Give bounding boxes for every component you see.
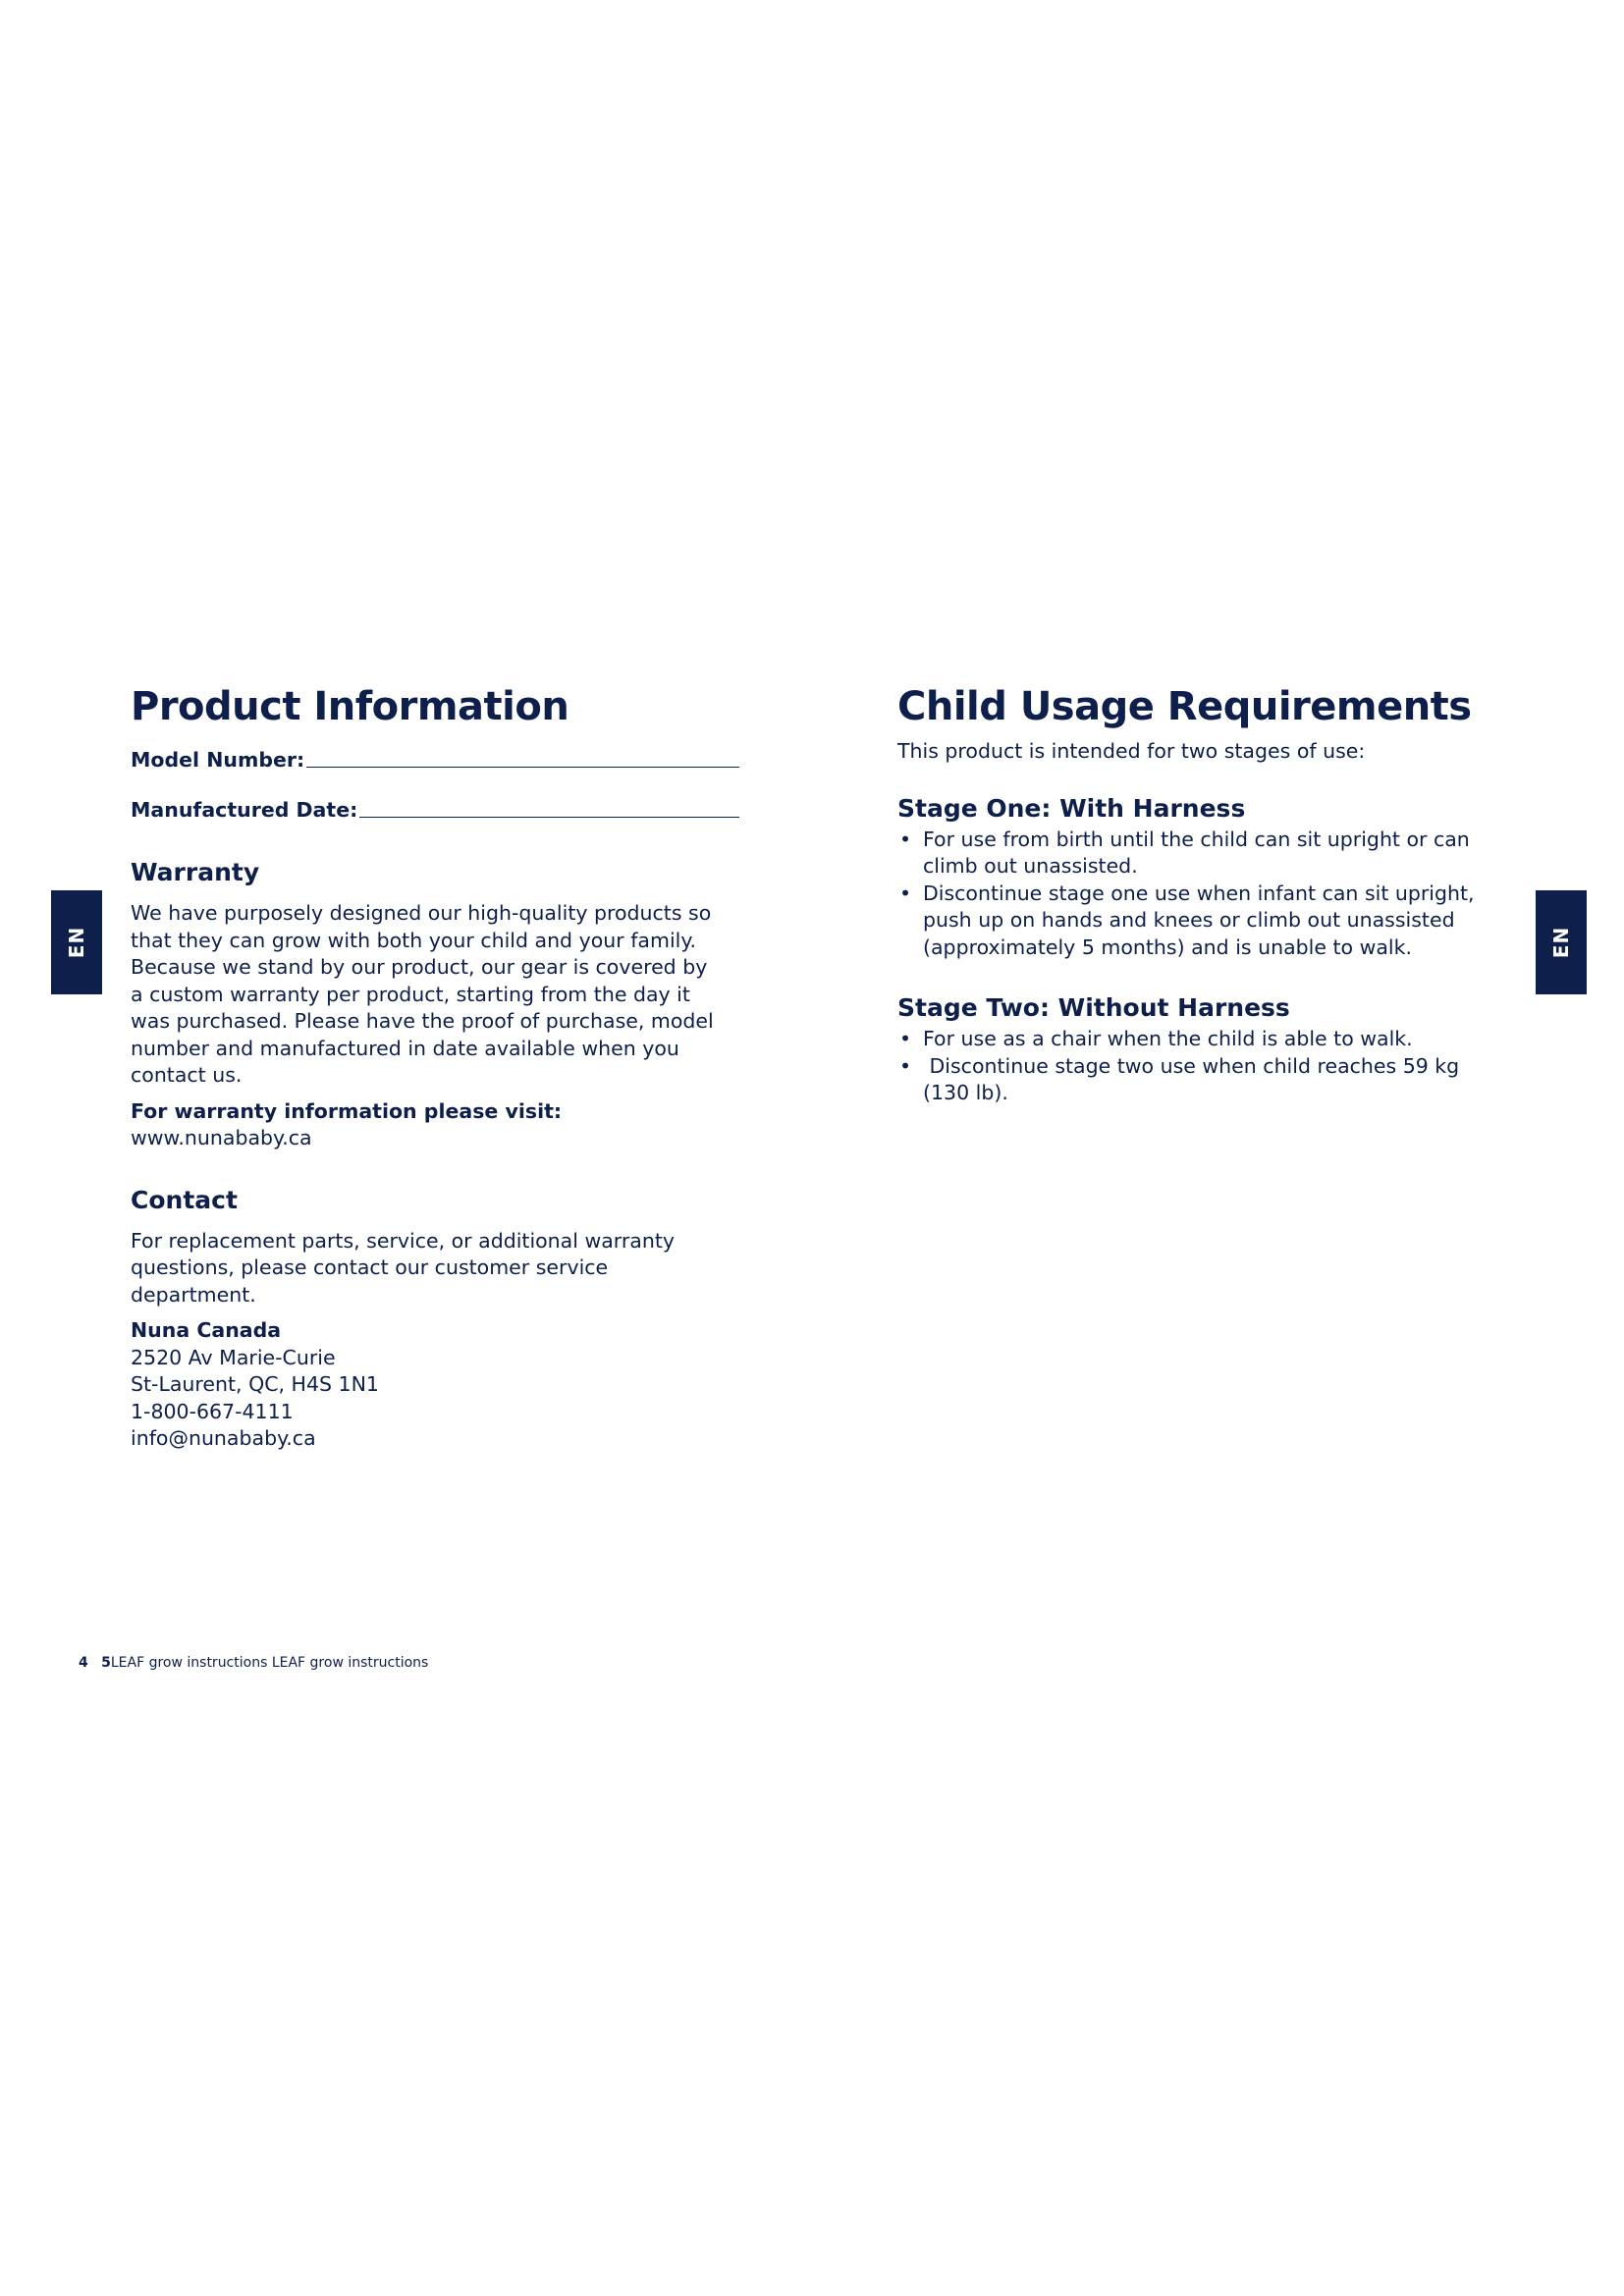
- list-item: [897, 827, 1487, 881]
- warranty-line: a custom warranty per product, starting from the day it: [131, 982, 690, 1006]
- warranty-line: that they can grow with both your child and your family.: [131, 928, 697, 952]
- list-item-line: For use as a chair when the child is able to walk.: [923, 1027, 1413, 1050]
- model-number-label: Model Number:: [131, 748, 305, 772]
- warranty-title: Warranty: [131, 858, 260, 886]
- language-tab-right: [1536, 890, 1587, 994]
- footer-text: LEAF grow instructions LEAF grow instructions: [110, 1655, 429, 1671]
- stage-two-title: Stage Two: Without Harness: [897, 993, 1290, 1022]
- child-usage-intro: This product is intended for two stages of use:: [897, 739, 1366, 763]
- product-information-title: Product Information: [131, 684, 569, 729]
- right-column: [897, 681, 1487, 1107]
- stage-one-list: [897, 827, 1487, 962]
- list-item-line: Discontinue stage one use when infant can sit upright,: [923, 881, 1475, 905]
- model-number-field: [131, 742, 739, 772]
- bullet-icon: •: [899, 1053, 912, 1078]
- stage-one-title: Stage One: With Harness: [897, 793, 1246, 823]
- warranty-body: [131, 900, 739, 1090]
- contact-line: For replacement parts, service, or additional warranty: [131, 1228, 676, 1253]
- warranty-visit-label: For warranty information please visit:: [131, 1098, 563, 1123]
- list-item-line: For use from birth until the child can sit upright or can: [923, 827, 1470, 851]
- manufactured-date-label: Manufactured Date:: [131, 798, 358, 822]
- email-address: info@nunababy.ca: [131, 1426, 316, 1450]
- language-tab-label: EN: [1549, 926, 1573, 959]
- bullet-icon: •: [899, 1027, 912, 1050]
- warranty-line: was purchased. Please have the proof of purchase, model: [131, 1009, 714, 1033]
- contact-title: Contact: [131, 1185, 238, 1214]
- warranty-line: contact us.: [131, 1063, 243, 1087]
- list-item-line: (130 lb).: [923, 1081, 1008, 1104]
- company-address: [131, 1317, 739, 1453]
- list-item: [897, 1026, 1487, 1053]
- company-name: Nuna Canada: [131, 1318, 282, 1342]
- child-usage-title: Child Usage Requirements: [897, 684, 1472, 729]
- language-tab-left: [51, 890, 102, 994]
- model-number-line: [306, 767, 739, 768]
- page-number-left: 4: [79, 1655, 88, 1671]
- manufactured-date-line: [359, 817, 739, 818]
- list-item-line: push up on hands and knees or climb out unassisted: [923, 908, 1455, 932]
- contact-line: questions, please contact our customer service department.: [131, 1255, 609, 1307]
- contact-body: [131, 1228, 739, 1309]
- language-tab-label: EN: [65, 926, 88, 959]
- list-item: [897, 1053, 1487, 1107]
- warranty-line: Because we stand by our product, our gear is covered by: [131, 955, 708, 979]
- bullet-icon: •: [899, 827, 912, 851]
- footer: [79, 1655, 428, 1671]
- address-line-2: St-Laurent, QC, H4S 1N1: [131, 1372, 379, 1396]
- list-item-line: (approximately 5 months) and is unable to walk.: [923, 934, 1412, 959]
- warranty-url: www.nunababy.ca: [131, 1126, 312, 1149]
- list-item-line: Discontinue stage two use when child reaches 59 kg: [923, 1053, 1460, 1078]
- stage-two-list: [897, 1026, 1487, 1107]
- list-item-line: climb out unassisted.: [923, 854, 1138, 878]
- warranty-line: number and manufactured in date available when you: [131, 1036, 679, 1060]
- phone-number: 1-800-667-4111: [131, 1399, 294, 1423]
- manufactured-date-field: [131, 792, 739, 822]
- warranty-line: We have purposely designed our high-quality products so: [131, 901, 712, 925]
- left-column: [131, 681, 739, 1453]
- list-item: [897, 881, 1487, 962]
- address-line-1: 2520 Av Marie-Curie: [131, 1345, 336, 1369]
- page-number-right: 5: [101, 1655, 111, 1671]
- bullet-icon: •: [899, 881, 912, 905]
- warranty-visit: [131, 1098, 739, 1152]
